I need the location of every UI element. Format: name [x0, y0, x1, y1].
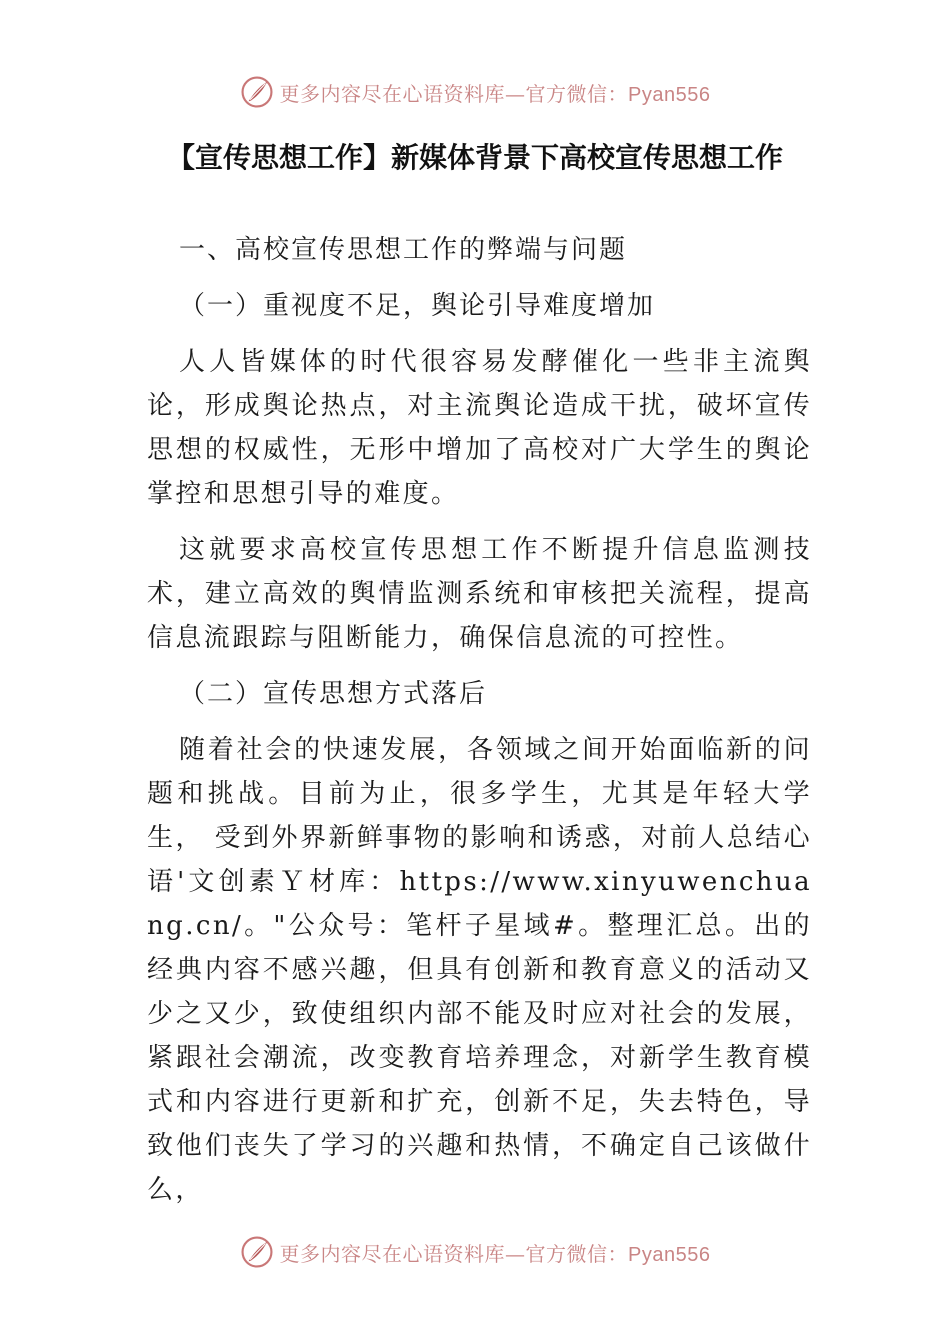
watermark-dash: —	[505, 1241, 526, 1266]
watermark-wechat-id: Pyan556	[628, 83, 711, 106]
header-watermark-banner	[0, 72, 950, 112]
watermark-wechat-label: 官方微信：	[525, 1241, 629, 1266]
watermark-text	[280, 78, 711, 107]
subsection-heading: （二）宣传思想方式落后	[179, 679, 488, 709]
body-paragraph: 这就要求高校宣传思想工作不断提升信息监测技术，建立高效的舆情监测系统和审核把关流程，提高信息流跟踪与阻断能力，确保信息流的可控性。	[147, 535, 812, 653]
watermark-library-text: 更多内容尽在心语资料库	[279, 1241, 506, 1266]
watermark-wechat-id: Pyan556	[628, 1243, 711, 1266]
watermark-text	[280, 1238, 711, 1267]
watermark-wechat-label: 官方微信：	[525, 81, 629, 106]
watermark-library-text: 更多内容尽在心语资料库	[279, 81, 506, 106]
feather-pen-logo-icon	[240, 75, 274, 109]
subsection-heading: （一）重视度不足，舆论引导难度增加	[179, 291, 656, 321]
watermark-dash: —	[505, 81, 526, 106]
document-title: 【宣传思想工作】新媒体背景下高校宣传思想工作	[166, 141, 783, 174]
section-heading: 一、高校宣传思想工作的弊端与问题	[179, 235, 628, 265]
document-body	[147, 228, 812, 1224]
body-paragraph: 人人皆媒体的时代很容易发酵催化一些非主流舆论，形成舆论热点，对主流舆论造成干扰，破坏宣传思想的权威性，无形中增加了高校对广大学生的舆论掌控和思想引导的难度。	[147, 347, 812, 509]
footer-watermark-banner	[0, 1232, 950, 1272]
body-paragraph: 随着社会的快速发展，各领域之间开始面临新的问题和挑战。目前为止，很多学生，尤其是年轻大学生， 受到外界新鲜事物的影响和诱惑，对前人总结心语'文创素Ｙ材库：https://www.xinyuwenchuang.cn/。"公众号：笔杆子星域#。整理汇总。出的经典内容不感兴趣，但具有创新和教育意义的活动又少之又少，致使组织内部不能及时应对社会的发展，紧跟社会潮流，改变教育培养理念，对新学生教育模式和内容进行更新和扩充，创新不足，失去特色，导致他们丧失了学习的兴趣和热情，不确定自己该做什么，	[147, 735, 812, 1205]
feather-pen-logo-icon	[240, 1235, 274, 1269]
